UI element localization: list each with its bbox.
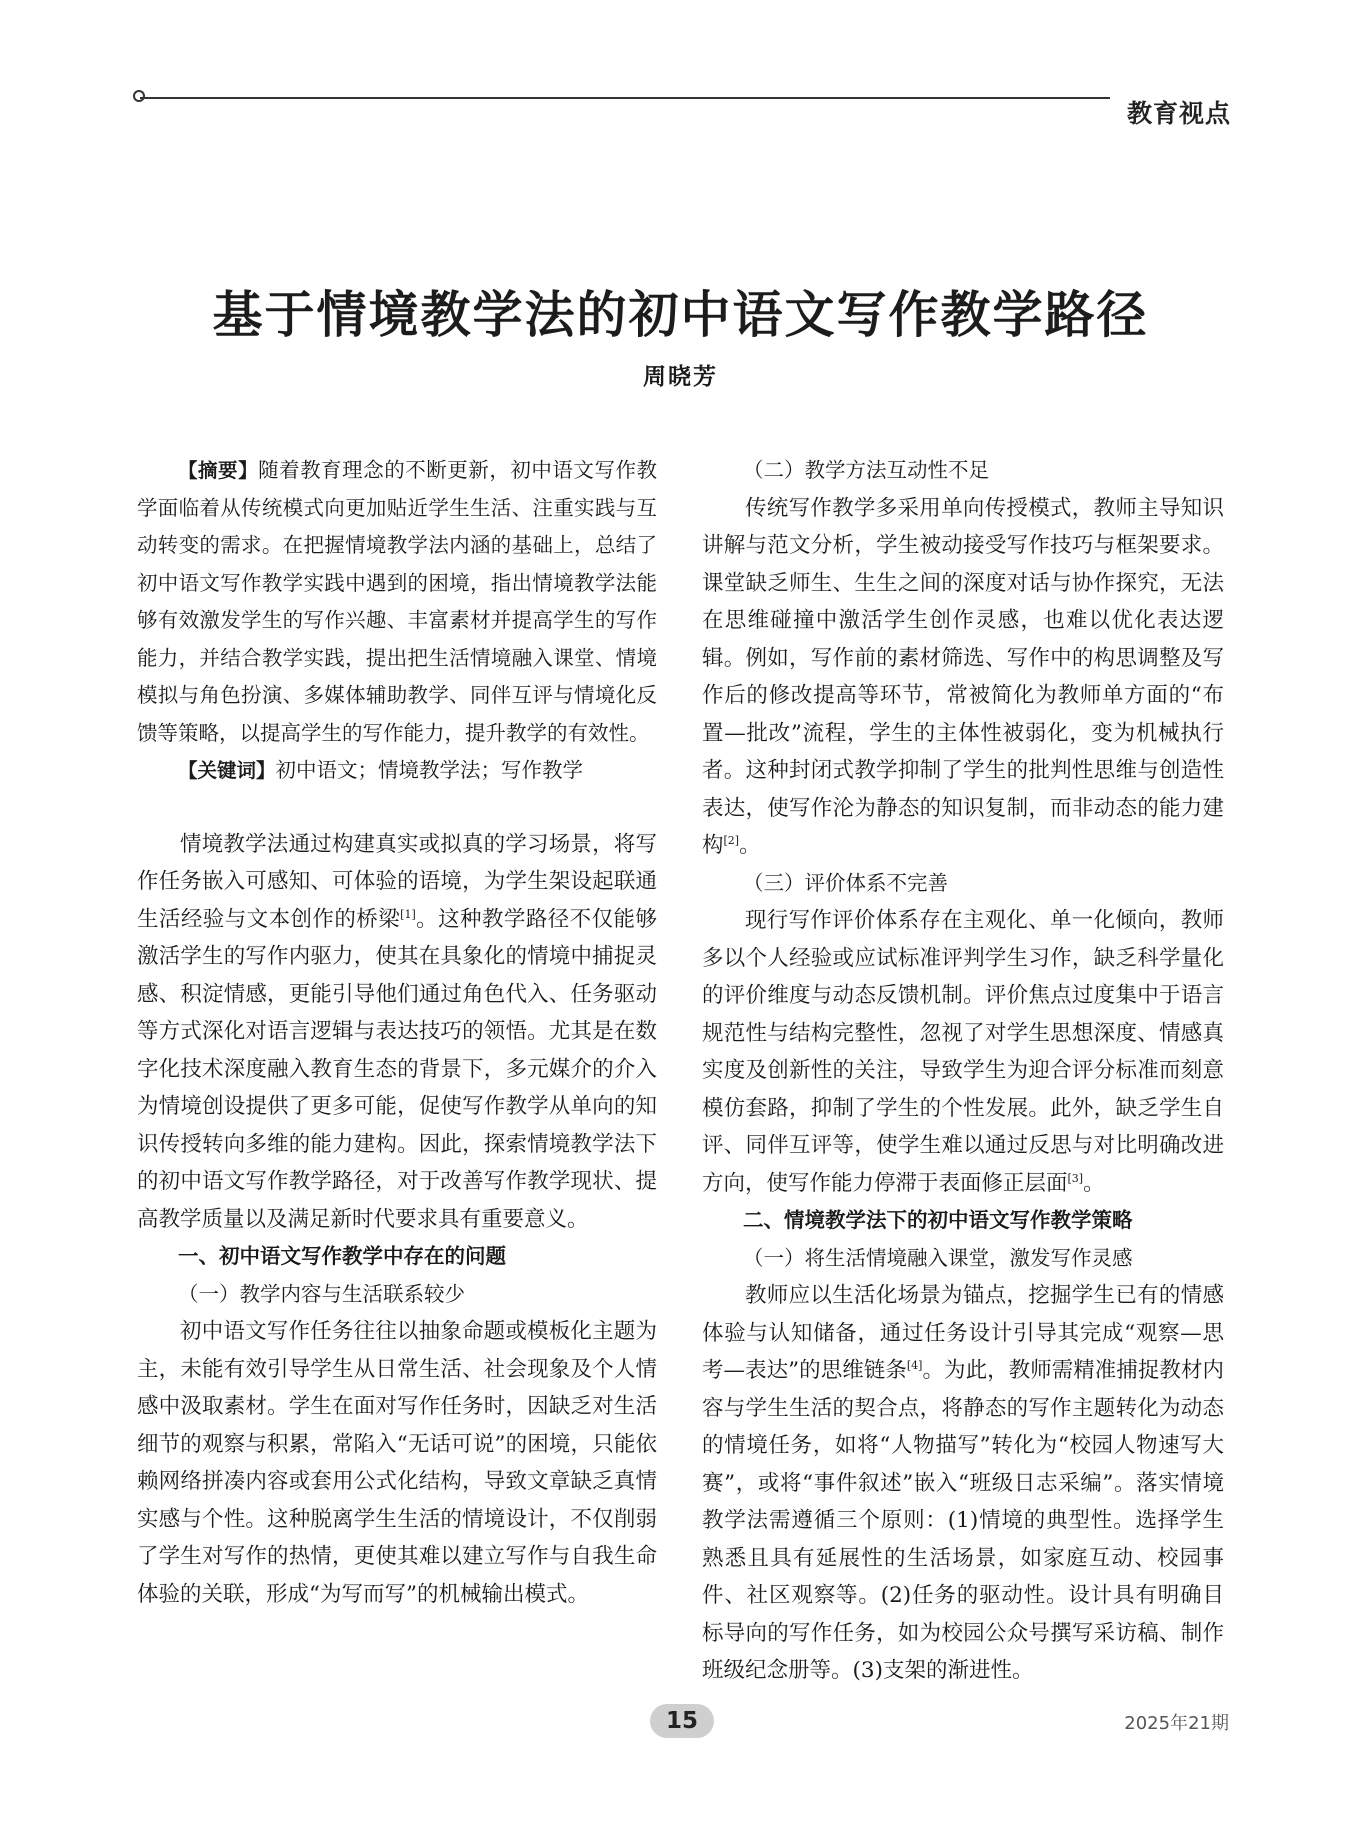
paragraph-4 [702,1277,1224,1690]
abstract [137,452,657,752]
right-column [702,452,1224,1690]
citation-2: [2] [723,833,740,847]
paragraph-4-text-a: 教师应以生活化场景为锚点，挖掘学生已有的情感体验与认知储备，通过任务设计引导其完成“观察—思考—表达”的思维链条 [702,1283,1224,1383]
left-column [137,452,657,1613]
header-rule [140,97,1110,99]
keywords-label: 【关键词】 [178,759,276,782]
citation-4: [4] [906,1358,923,1372]
article-title: 基于情境教学法的初中语文写作教学路径 [212,285,1149,344]
section-tag: 教育视点 [1126,99,1231,128]
paragraph-1: 初中语文写作任务往往以抽象命题或模板化主题为主，未能有效引导学生从日常生活、社会现象及个人情感中汲取素材。学生在面对写作任务时，因缺乏对生活细节的观察与积累，常陷入“无话可说”的困境，只能依赖网络拼凑内容或套用公式化结构，导致文章缺乏真情实感与个性。这种脱离学生生活的情境设计，不仅削弱了学生对写作的热情，更使其难以建立写作与自我生命体验的关联，形成“为写而写”的机械输出模式。 [137,1319,657,1607]
paragraph-2 [702,490,1224,865]
keywords [137,752,657,790]
paragraph-2-text-a: 传统写作教学多采用单向传授模式，教师主导知识讲解与范文分析，学生被动接受写作技巧与框架要求。课堂缺乏师生、生生之间的深度对话与协作探究，无法在思维碰撞中激活学生创作灵感，也难以优化表达逻辑。例如，写作前的素材筛选、写作中的构思调整及写作后的修改提高等环节，常被简化为教师单方面的“布置—批改”流程，学生的主体性被弱化，变为机械执行者。这种封闭式教学抑制了学生的批判性思维与创造性表达，使写作沦为静态的知识复制，而非动态的能力建构 [702,495,1224,858]
spacer [137,790,657,826]
subheading-2: （二）教学方法互动性不足 [743,458,989,482]
page-number: 15 [650,1704,714,1738]
paragraph-3-text-b: 。 [1083,1170,1105,1196]
citation-1: [1] [400,907,416,921]
keywords-text: 初中语文；情境教学法；写作教学 [275,758,584,782]
intro-text-b: 。这种教学路径不仅能够激活学生的写作内驱力，使其在具象化的情境中捕捉灵感、积淀情感，更能引导他们通过角色代入、任务驱动等方式深化对语言逻辑与表达技巧的领悟。尤其是在数字化技术深度融入教育生态的背景下，多元媒介的介入为情境创设提供了更多可能，促使写作教学从单向的知识传授转向多维的能力建构。因此，探索情境教学法下的初中语文写作教学路径，对于改善写作教学现状、提高教学质量以及满足新时代要求具有重要意义。 [137,906,657,1232]
subheading-1: （一）教学内容与生活联系较少 [178,1281,465,1306]
paragraph-2-text-b: 。 [739,833,761,858]
paragraph-3 [702,902,1224,1202]
paragraph-3-text-a: 现行写作评价体系存在主观化、单一化倾向，教师多以个人经验或应试标准评判学生习作，缺乏科学量化的评价维度与动态反馈机制。评价焦点过度集中于语言规范性与结构完整性，忽视了对学生思想深度、情感真实度及创新性的关注，导致学生为迎合评分标准而刻意模仿套路，抑制了学生的个性发展。此外，缺乏学生自评、同伴互评等，使学生难以通过反思与对比明确改进方向，使写作能力停滞于表面修正层面 [702,908,1224,1196]
heading-section-1: 一、初中语文写作教学中存在的问题 [178,1244,506,1268]
citation-3: [3] [1067,1171,1084,1185]
abstract-text: 随着教育理念的不断更新，初中语文写作教学面临着从传统模式向更加贴近学生生活、注重实践与互动转变的需求。在把握情境教学法内涵的基础上，总结了初中语文写作教学实践中遇到的困境，指出情境教学法能够有效激发学生的写作兴趣、丰富素材并提高学生的写作能力，并结合教学实践，提出把生活情境融入课堂、情境模拟与角色扮演、多媒体辅助教学、同伴互评与情境化反馈等策略，以提高学生的写作能力，提升教学的有效性。 [137,458,657,745]
intro-paragraph [137,826,657,1239]
header-circle-ornament [133,90,145,102]
heading-section-2: 二、情境教学法下的初中语文写作教学策略 [743,1208,1133,1232]
subheading-3: （三）评价体系不完善 [743,870,948,895]
paragraph-4-text-b: 。为此，教师需精准捕捉教材内容与学生生活的契合点，将静态的写作主题转化为动态的情境任务，如将“人物描写”转化为“校园人物速写大赛”，或将“事件叙述”嵌入“班级日志采编”。落实情境教学法需遵循三个原则：(1)情境的典型性。选择学生熟悉且具有延展性的生活场景，如家庭互动、校园事件、社区观察等。(2)任务的驱动性。设计具有明确目标导向的写作任务，如为校园公众号撰写采访稿、制作班级纪念册等。(3)支架的渐进性。 [702,1358,1224,1683]
subheading-4: （一）将生活情境融入课堂，激发写作灵感 [743,1245,1133,1270]
intro-text-a: 情境教学法通过构建真实或拟真的学习场景，将写作任务嵌入可感知、可体验的语境，为学生架设起联通生活经验与文本创作的桥梁 [137,831,657,932]
issue-label: 2025年21期 [1124,1713,1229,1734]
article-author: 周晓芳 [643,363,718,390]
abstract-label: 【摘要】 [178,459,259,482]
